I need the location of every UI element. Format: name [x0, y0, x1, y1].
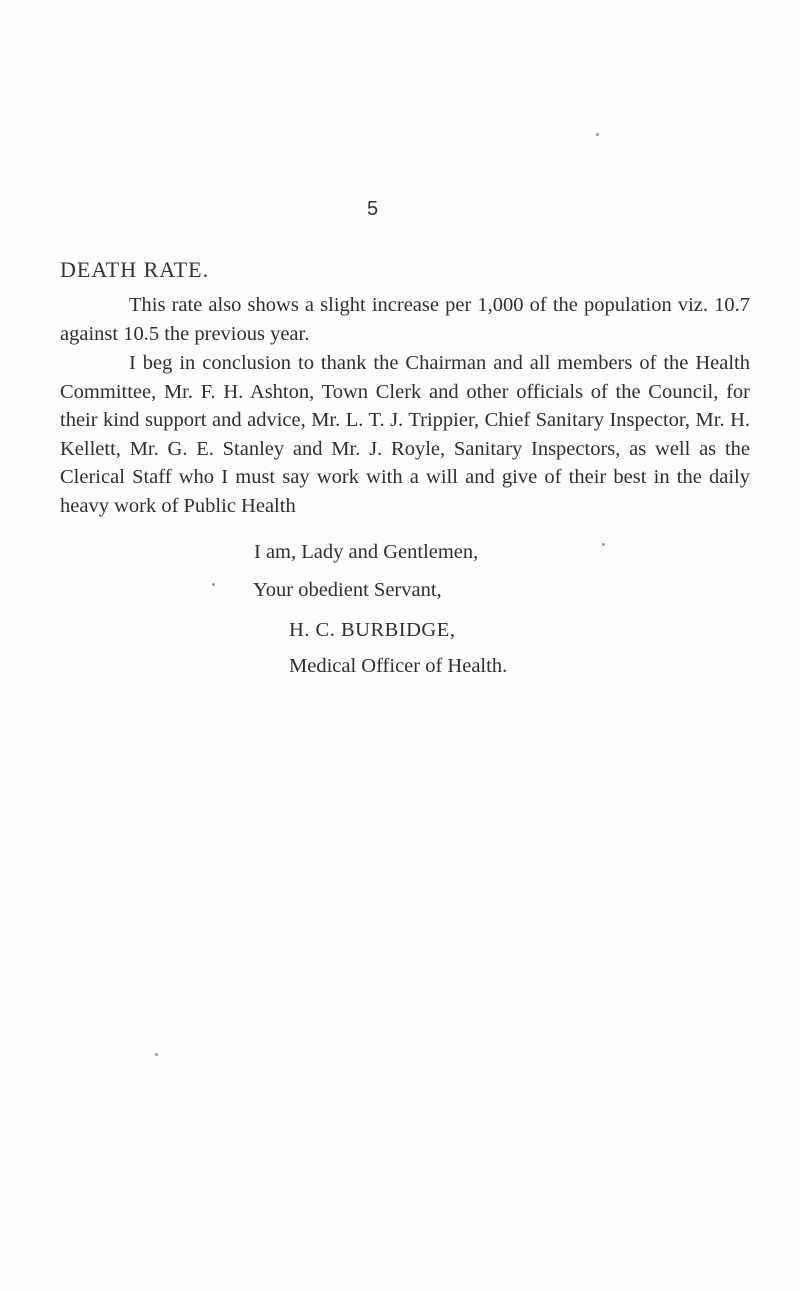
- paper-speck: [596, 133, 599, 136]
- paragraph-acknowledgements: I beg in conclusion to thank the Chairman and all members of the Health Committee, Mr. F. H. Ashton, Town Clerk and other officials of the Council, for their kind support and advice, Mr. L. T. J. Trippier, Chief Sanitary Inspector, Mr. H. Kellett, Mr. G. E. Stanley and Mr. J. Royle, Sanitary Inspectors, as well as the Clerical Staff who I must say work with a will and give of their best in the daily heavy work of Public Health: [60, 352, 750, 517]
- paper-speck: [212, 583, 215, 586]
- page-number: 5: [367, 198, 379, 220]
- section-heading: DEATH RATE.: [60, 257, 210, 282]
- paragraph-death-rate: This rate also shows a slight increase per 1,000 of the population viz. 10.7 against 10.5 the previous year.: [60, 294, 750, 345]
- paper-speck: [155, 1053, 158, 1056]
- paper-speck: [602, 543, 605, 546]
- closing-line: I am, Lady and Gentlemen,: [254, 541, 479, 563]
- signatory-name: H. C. BURBIDGE,: [289, 619, 456, 641]
- signatory-title: Medical Officer of Health.: [289, 655, 508, 677]
- valediction: Your obedient Servant,: [253, 579, 442, 601]
